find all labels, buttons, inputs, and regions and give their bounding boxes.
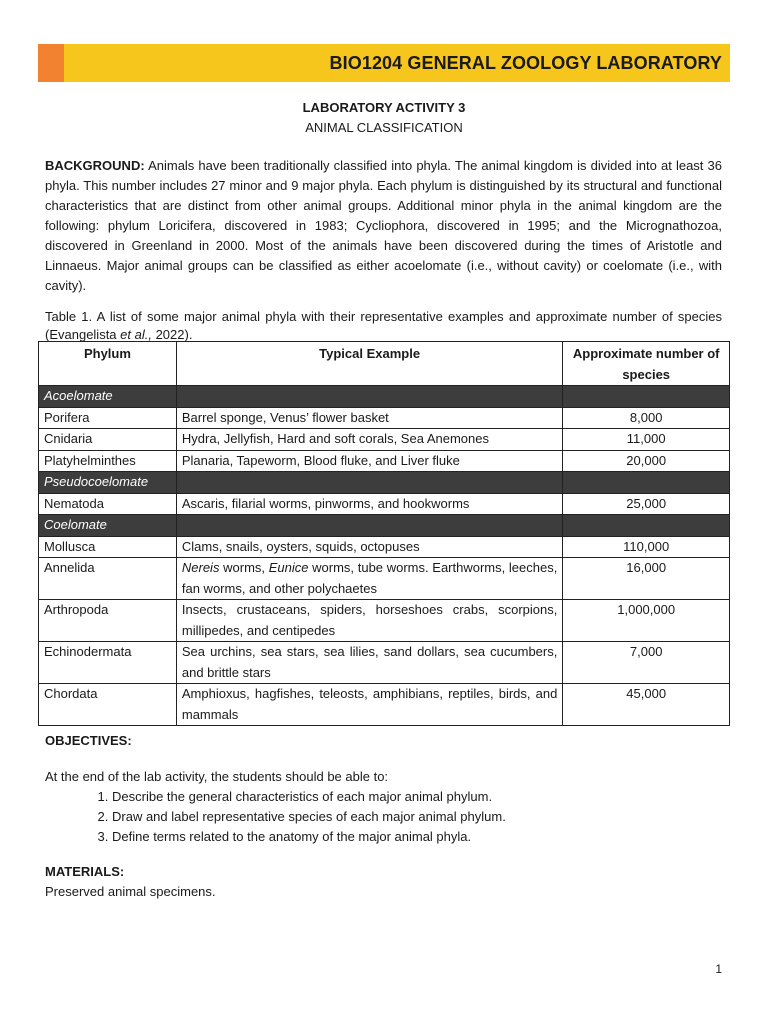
phylum-cell: Nematoda: [39, 493, 177, 515]
species-cell: 25,000: [563, 493, 730, 515]
species-cell: 8,000: [563, 407, 730, 429]
header-species: Approximate number of species: [563, 342, 730, 386]
group-label: Acoelomate: [39, 386, 177, 408]
table-caption: [45, 308, 722, 344]
materials-text: Preserved animal specimens.: [45, 884, 216, 899]
activity-title: LABORATORY ACTIVITY 3: [302, 100, 466, 115]
species-cell: 1,000,000: [563, 600, 730, 642]
species-cell: 7,000: [563, 642, 730, 684]
example-cell: Planaria, Tapeworm, Blood fluke, and Liver fluke: [176, 450, 562, 472]
genus-italic: Nereis: [181, 560, 220, 575]
example-cell: Amphioxus, hagfishes, teleosts, amphibians, reptiles, birds, and mammals: [176, 684, 562, 726]
header-phylum: Phylum: [39, 342, 177, 386]
table-row: [39, 642, 730, 684]
example-cell: Insects, crustaceans, spiders, horseshoes crabs, scorpions, millipedes, and centipedes: [176, 600, 562, 642]
example-cell: Ascaris, filarial worms, pinworms, and hookworms: [176, 493, 562, 515]
header-accent-block: [38, 44, 64, 82]
species-cell: 16,000: [563, 558, 730, 600]
table-row: [39, 493, 730, 515]
phylum-cell: Platyhelminthes: [39, 450, 177, 472]
species-cell: 20,000: [563, 450, 730, 472]
example-cell: Sea urchins, sea stars, sea lilies, sand dollars, sea cucumbers, and brittle stars: [176, 642, 562, 684]
caption-text-end: 2022).: [151, 327, 193, 342]
group-row-acoelomate: [39, 386, 730, 408]
table-row: [39, 600, 730, 642]
example-text: worms, tube worms. Earthworms, leeches, fan worms, and other polychaetes: [181, 560, 558, 596]
phyla-table: [38, 341, 730, 726]
genus-italic: Eunice: [268, 560, 309, 575]
list-item: 1. Describe the general characteristics of each major animal phylum.: [112, 787, 712, 807]
phylum-cell: Annelida: [39, 558, 177, 600]
list-item: 3. Define terms related to the anatomy of the major animal phyla.: [112, 827, 712, 847]
page-number: 1: [715, 962, 722, 976]
table-row: [39, 450, 730, 472]
list-item: 2. Draw and label representative species of each major animal phylum.: [112, 807, 712, 827]
background-label: BACKGROUND:: [45, 158, 145, 173]
table-row: [39, 684, 730, 726]
header-example: Typical Example: [176, 342, 562, 386]
caption-italic: et al.,: [120, 327, 152, 342]
phylum-cell: Echinodermata: [39, 642, 177, 684]
example-cell: Clams, snails, oysters, squids, octopuses: [176, 536, 562, 558]
example-text: worms,: [219, 560, 269, 575]
course-title: BIO1204 GENERAL ZOOLOGY LABORATORY: [329, 53, 722, 73]
objectives-list: [78, 787, 712, 847]
table-row: [39, 558, 730, 600]
table-row: [39, 536, 730, 558]
table-header-row: [39, 342, 730, 386]
table-row: [39, 407, 730, 429]
background-text: Animals have been traditionally classified into phyla. The animal kingdom is divided into at least 36 phyla. This number includes 27 minor and 9 major phyla. Each phylum is distinguished by its structural and functional characteristics that are distinct from other animal groups. Additional minor phyla in the animal kingdom are the following: phylum Loricifera, discovered in 1983; Cycliophora, discovered in 1995; and the Micrognathozoa, discovered in Greenland in 2000. Most of the animals have been discovered during the times of Aristotle and Linnaeus. Major animal groups can be classified as either acoelomate (i.e., without cavity) or coelomate (i.e., with cavity).: [45, 158, 722, 293]
group-row-pseudocoelomate: [39, 472, 730, 494]
example-cell: Barrel sponge, Venus’ flower basket: [176, 407, 562, 429]
example-cell: [176, 558, 562, 600]
phylum-cell: Chordata: [39, 684, 177, 726]
group-row-coelomate: [39, 515, 730, 537]
species-cell: 110,000: [563, 536, 730, 558]
species-cell: 45,000: [563, 684, 730, 726]
species-cell: 11,000: [563, 429, 730, 451]
group-label: Coelomate: [39, 515, 177, 537]
objectives-intro: At the end of the lab activity, the students should be able to:: [45, 769, 389, 784]
objectives-heading: OBJECTIVES:: [45, 733, 132, 748]
header-bar: [38, 44, 730, 82]
materials-heading: MATERIALS:: [45, 864, 125, 879]
caption-text: Table 1. A list of some major animal phyla with their representative examples and approximate number of species (Evangelista: [45, 309, 722, 342]
example-cell: Hydra, Jellyfish, Hard and soft corals, Sea Anemones: [176, 429, 562, 451]
phylum-cell: Arthropoda: [39, 600, 177, 642]
phylum-cell: Porifera: [39, 407, 177, 429]
phylum-cell: Mollusca: [39, 536, 177, 558]
table-row: [39, 429, 730, 451]
activity-subtitle: ANIMAL CLASSIFICATION: [305, 120, 463, 135]
background-paragraph: [45, 156, 722, 296]
phylum-cell: Cnidaria: [39, 429, 177, 451]
group-label: Pseudocoelomate: [39, 472, 177, 494]
